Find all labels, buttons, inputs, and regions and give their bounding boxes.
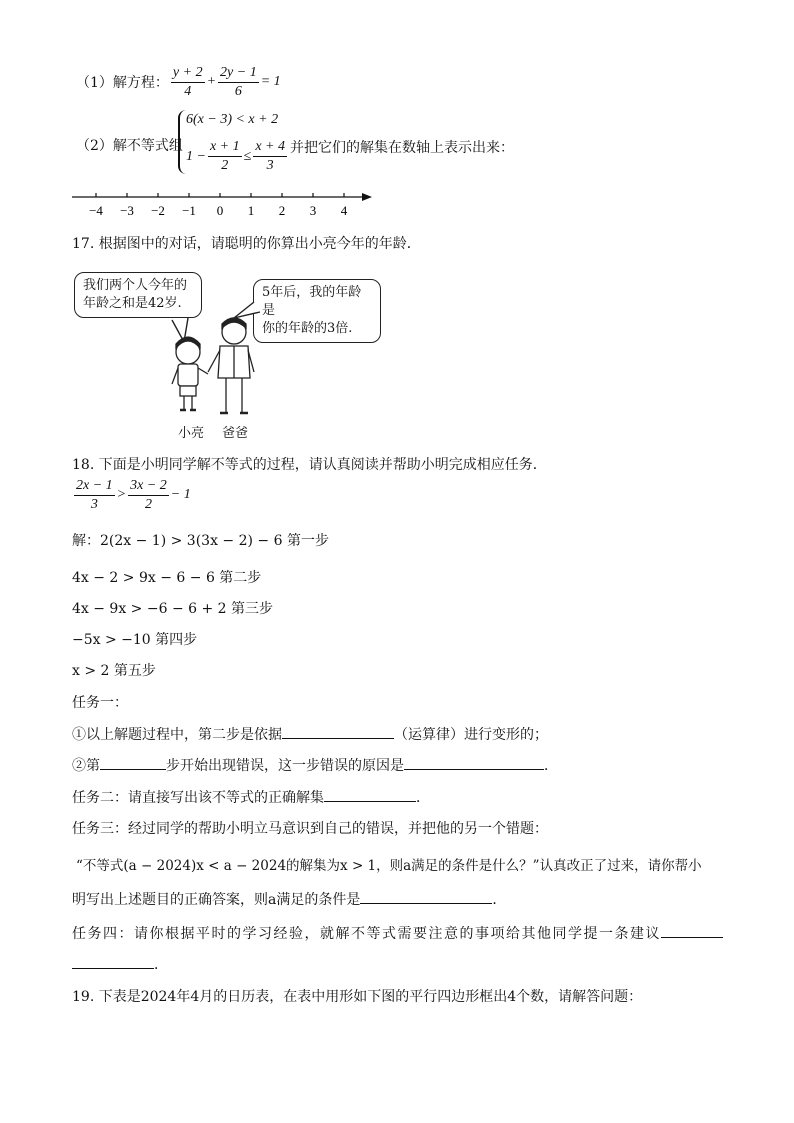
number-line-tick-label: 0 [216, 203, 224, 218]
q18-problem-frac2-den: 2 [144, 496, 152, 512]
q18-task4-line1-text: 任务四：请你根据平时的学习经验，就解不等式需要注意的事项给其他同学提一条建议 [72, 926, 661, 942]
number-line-tick-label: 1 [247, 203, 255, 218]
answer-blank-5[interactable] [360, 889, 492, 904]
q18-problem-frac2 [128, 477, 169, 514]
number-line-arrow [362, 193, 372, 201]
answer-blank-7[interactable] [72, 954, 154, 969]
number-line [68, 190, 378, 222]
child-figure [172, 337, 208, 410]
q18-task1-a-pre: ①以上解题过程中，第二步是依据 [72, 727, 282, 743]
number-line-tick-label: −1 [182, 203, 196, 218]
q18-step-5: x > 2 第五步 [72, 663, 156, 679]
q16-ineq2-frac1 [208, 138, 242, 175]
answer-blank-1[interactable] [282, 724, 394, 739]
q18-task3: 任务三：经过同学的帮助小明立马意识到自己的错误，并把他的另一个错题： [72, 821, 548, 837]
bubble-left-line2: 年龄之和是42岁. [83, 296, 182, 311]
answer-blank-4[interactable] [324, 787, 416, 802]
number-line-tick-label: 2 [278, 203, 286, 218]
q16-ineq2-lead: 1 − [186, 148, 206, 164]
q16-eq1-frac2-den: 6 [234, 83, 242, 99]
number-line-tick-label: −3 [120, 203, 134, 218]
q18-problem-rel: > [116, 487, 127, 502]
q18-task1-b-pre: ②第 [72, 758, 100, 774]
q16-ineq2-rel: ≤ [243, 148, 252, 164]
dialogue-illustration [150, 296, 290, 422]
q16-ineq2-frac1-den: 2 [221, 158, 229, 173]
q16-part2-tail: 并把它们的解集在数轴上表示出来： [290, 140, 514, 156]
bubble-left-line1: 我们两个人今年的 [83, 278, 188, 293]
bubble-right-tail [234, 302, 260, 318]
q18-task2-pre: 任务二：请直接写出该不等式的正确解集 [72, 790, 324, 806]
q18-problem-frac1-den: 3 [90, 496, 98, 512]
q18-step-4: −5x > −10 第四步 [72, 632, 198, 648]
q17-text: 17. 根据图中的对话，请聪明的你算出小亮今年的年龄． [72, 236, 421, 252]
q16-eq1-frac1-num: y + 2 [171, 64, 205, 83]
q18-task1-title: 任务一： [72, 695, 128, 711]
q19-text: 19. 下表是2024年4月的日历表，在表中用形如下图的平行四边形框出4个数，请解答问题： [72, 989, 643, 1005]
q18-task2-post: ． [416, 790, 430, 806]
q18-problem-frac2-num: 3x − 2 [128, 477, 169, 496]
q18-task3-line2-post: ． [492, 892, 507, 908]
q16-part1-label: （1）解方程： [76, 75, 169, 91]
q18-task1-a-post: （运算律）进行变形的； [394, 727, 548, 743]
q16-eq1-frac1 [171, 64, 205, 101]
label-child: 小亮 [178, 426, 205, 441]
q18-task4-line2-post: ． [154, 957, 168, 973]
q16-ineq2 [186, 138, 289, 175]
q16-ineq2-frac2-den: 3 [266, 158, 274, 173]
bubble-right-line2: 你的年龄的3倍. [262, 321, 353, 336]
q18-text: 18. 下面是小明同学解不等式的过程，请认真阅读并帮助小明完成相应任务． [72, 457, 547, 473]
dad-figure [208, 318, 254, 413]
q16-system-brace [178, 110, 186, 174]
bubble-right-line1: 5年后，我的年龄是 [262, 285, 362, 318]
q16-eq1-frac2 [218, 64, 259, 101]
q18-problem-tail: − 1 [170, 487, 191, 502]
number-line-tick-label: 3 [309, 203, 317, 218]
q18-task1-b-post: ． [544, 758, 558, 774]
q16-eq1-frac2-num: 2y − 1 [218, 64, 259, 83]
q18-task4-line1 [72, 923, 723, 943]
q18-task3-line2 [72, 889, 506, 909]
q16-part1 [76, 62, 281, 102]
q18-step-3: 4x − 9x > −6 − 6 + 2 第三步 [72, 601, 274, 617]
number-line-tick-label: −2 [151, 203, 165, 218]
number-line-tick-label: −4 [89, 203, 103, 218]
q18-task1-b [72, 755, 558, 775]
q16-part2-label: （2）解不等式组 [76, 138, 183, 154]
q18-problem-frac1 [74, 477, 115, 514]
answer-blank-3[interactable] [404, 755, 544, 770]
answer-blank-6[interactable] [661, 923, 723, 938]
q18-task1-b-mid: 步开始出现错误，这一步错误的原因是 [166, 758, 404, 774]
q16-ineq2-frac2 [253, 138, 287, 175]
q18-problem-frac1-num: 2x − 1 [74, 477, 115, 496]
q18-step-2: 4x − 2 > 9x − 6 − 6 第二步 [72, 570, 262, 586]
q18-step-1: 解：2(2x − 1) > 3(3x − 2) − 6 第一步 [72, 533, 329, 549]
answer-blank-2[interactable] [100, 755, 166, 770]
q18-task2 [72, 787, 430, 807]
q18-problem [72, 474, 191, 516]
q18-task3-line1: “不等式(a − 2024)x < a − 2024的解集为x > 1，则a满足的条件是什么？”认真改正了过来，请你帮小 [76, 858, 702, 874]
q16-eq1-plus: + [206, 74, 217, 89]
q16-eq1-rhs: = 1 [260, 74, 281, 89]
q18-task4-line2 [72, 954, 168, 974]
q18-task1-a [72, 724, 548, 744]
number-line-tick-label: 4 [340, 203, 348, 218]
q16-eq1-frac1-den: 4 [184, 83, 192, 99]
q16-ineq2-frac2-num: x + 4 [253, 138, 287, 157]
q16-ineq1: 6(x − 3) < x + 2 [186, 112, 279, 127]
q18-task3-line2-pre: 明写出上述题目的正确答案，则a满足的条件是 [72, 892, 361, 908]
label-dad: 爸爸 [222, 426, 249, 441]
q16-ineq2-frac1-num: x + 1 [208, 138, 242, 157]
